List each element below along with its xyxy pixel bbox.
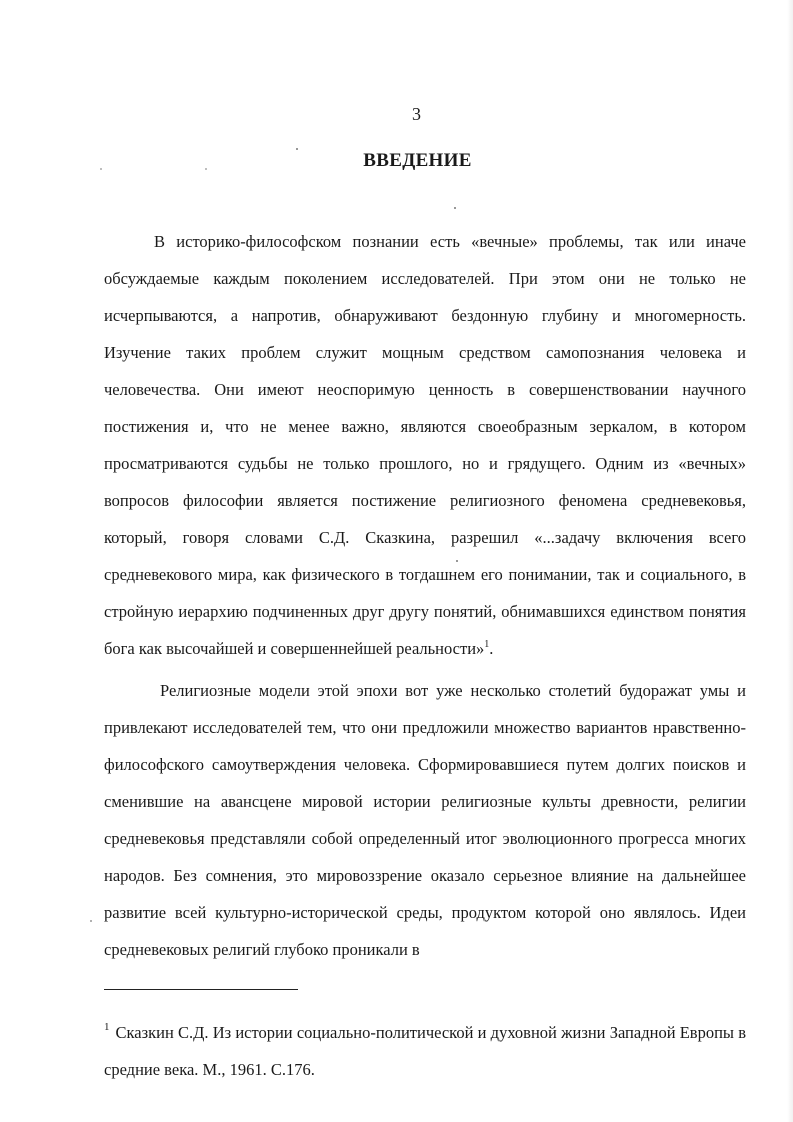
footnote-separator	[104, 989, 298, 990]
footnote-content	[104, 1014, 746, 1088]
footnote-reference: 1	[484, 639, 490, 650]
page-heading: ВВЕДЕНИЕ	[363, 150, 472, 171]
footnote-mark: 1	[104, 1021, 110, 1033]
paragraph-1-end: .	[489, 639, 494, 658]
body-paragraph-1	[104, 223, 746, 667]
scan-speck	[90, 920, 92, 922]
footnote	[104, 1014, 746, 1088]
footnote-text: Сказкин С.Д. Из истории социально-политической и духовной жизни Западной Европы в средние века. М., 1961. С.176.	[104, 1023, 746, 1079]
paragraph-1-content	[104, 223, 746, 667]
paragraph-2-text: Религиозные модели этой эпохи вот уже несколько столетий будоражат умы и привлекают исследователей тем, что они предложили множество вариантов нравственно-философского самоутверждения человека. Сформировавшиеся путем долгих поисков и сменившие на авансцене мировой истории религиозные культы древности, религии средневековья представляли собой определенный итог эволюционного прогресса многих народов. Без сомнения, это мировоззрение оказало серьезное влияние на дальнейшее развитие всей культурно-исторической среды, продуктом которой оно являлось. Идеи средневековых религий глубоко проникали в	[104, 681, 746, 959]
page-number: 3	[412, 104, 421, 124]
scan-speck	[454, 207, 456, 209]
paragraph-1-text: В историко-философском познании есть «вечные» проблемы, так или иначе обсуждаемые каждым поколением исследователей. При этом они не только не исчерпываются, а напротив, обнаруживают бездонную глубину и многомерность. Изучение таких проблем служит мощным средством самопознания человека и человечества. Они имеют неоспоримую ценность в совершенствовании научного постижения и, что не менее важно, являются своеобразным зеркалом, в котором просматриваются судьбы не только прошлого, но и грядущего. Одним из «вечных» вопросов философии является постижение религиозного феномена средневековья, который, говоря словами С.Д. Сказкина, разрешил «...задачу включения всего средневекового мира, как физического в тогдашнем его понимании, так и социального, в стройную иерархию подчиненных друг другу понятий, обнимавшихся единством понятия бога как высочайшей и совершеннейшей реальности»	[104, 232, 746, 658]
body-paragraph-2	[104, 672, 746, 968]
